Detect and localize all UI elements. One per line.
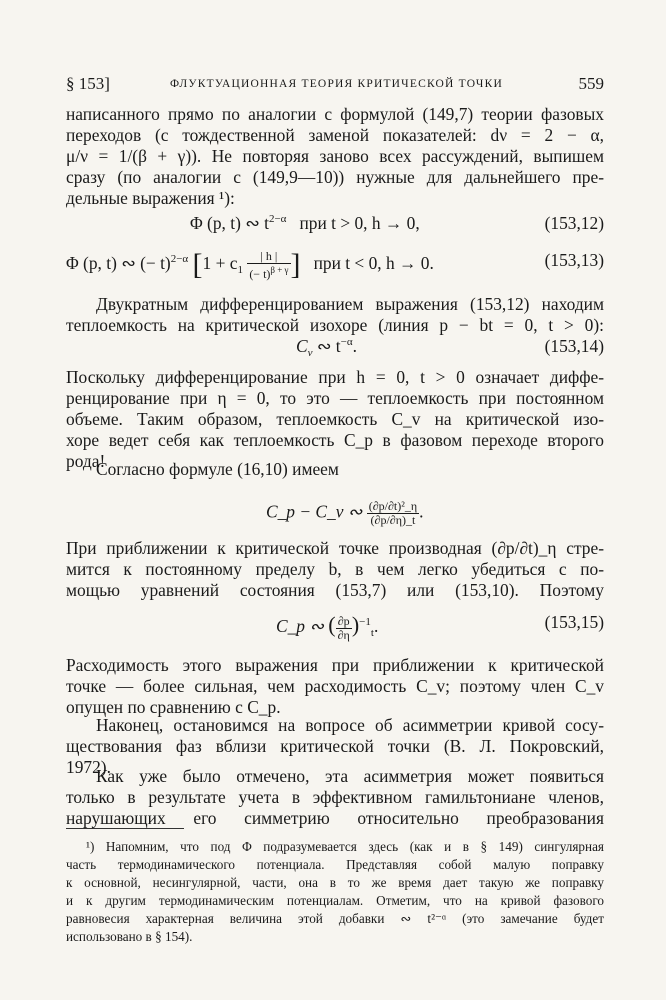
fraction-numerator: (∂p/∂t)²_η — [368, 499, 418, 513]
equation-number: (153,15) — [544, 612, 604, 632]
equation-16-10 — [266, 500, 423, 527]
page-header — [66, 74, 604, 96]
text-line: 1972). — [66, 757, 111, 777]
equation-153-12 — [190, 213, 420, 234]
fraction-numerator: | h | — [247, 250, 290, 264]
text-line: рода! — [66, 451, 106, 471]
eq-condition: при t < 0, h → 0. — [313, 253, 434, 273]
section-marker: § 153] — [66, 74, 110, 93]
eq-exponent: −1 — [359, 616, 371, 628]
eq-fraction — [247, 250, 290, 281]
eq-c-subscript: 1 — [237, 264, 243, 276]
right-paren: ) — [351, 612, 360, 637]
right-bracket: ] — [290, 248, 301, 281]
page-number: 559 — [578, 74, 604, 93]
text-line: сразу (по аналогии с (149,9—10)) нужные для дальнейшего пре- — [66, 167, 604, 187]
text-line: объеме. Таким образом, теплоемкость C_v на критической изо- — [66, 409, 604, 429]
text-line: μ/ν = 1/(β + γ)). Не повторяя заново всех рассуждений, выпишем — [66, 146, 604, 166]
eq-fraction — [367, 500, 419, 527]
text-line: ществования фаз вблизи критической точки (В. Л. Покровский, — [66, 736, 604, 756]
fraction-denominator — [247, 264, 290, 281]
equation-153-14 — [296, 336, 357, 359]
text-line: теплоемкость на критической изохоре (линия p − bt = 0, t > 0): — [66, 315, 604, 335]
text-line: Наконец, остановимся на вопросе об асимметрии кривой сосу- — [96, 715, 604, 735]
text-line: переходов (с тождественной заменой показателей: dν = 2 − α, — [66, 125, 604, 145]
equation-number: (153,14) — [544, 336, 604, 356]
text-line: При приближении к критической точке производная (∂p/∂t)_η стре- — [66, 538, 604, 558]
footnote-line: равновесия характерная величина этой добавки ∾ t²⁻ᵅ (это замечание будет — [66, 911, 604, 926]
text-line: Двукратным дифференцированием выражения (153,12) находим — [96, 294, 604, 314]
footnote-line: использовано в § 154). — [66, 929, 193, 944]
eq-tail: . — [352, 336, 357, 356]
text-line: Поскольку дифференцирование при h = 0, t > 0 означает диффе- — [66, 367, 604, 387]
text-line: Согласно формуле (16,10) имеем — [96, 459, 339, 479]
text-line: Как уже было отмечено, эта асимметрия может появиться — [96, 766, 604, 786]
eq-lhs: C_p − C_v ∾ — [266, 501, 363, 522]
eq-lhs-subscript: v — [307, 347, 313, 359]
fraction-denominator: ∂η — [337, 627, 350, 642]
text-line: хоре ведет себя как теплоемкость C_p в фазовом переходе второго — [66, 430, 604, 450]
text-line: мощью уравнений состояния (153,7) или (153,10). Поэтому — [66, 580, 604, 600]
eq-lhs: Φ (p, t) ∾ (− t) — [66, 253, 171, 273]
eq-rhs: ∾ t — [316, 336, 341, 356]
footnote-line: и к другим термодинамическим потенциалам. Отметим, что на кривой фазового — [66, 893, 604, 908]
text-line: ренцирование при η = 0, то это — теплоемкость при постоянном — [66, 388, 604, 408]
text-line: только в результате учета в эффективном гамильтониане членов, — [66, 787, 604, 807]
text-line: Расходимость этого выражения при приближении к критической — [66, 655, 604, 675]
eq-lhs: C_p ∾ — [276, 616, 324, 636]
eq-subscript: t — [370, 627, 374, 639]
footnote-rule — [66, 828, 184, 829]
fraction-numerator: ∂p — [336, 615, 352, 629]
text-line: написанного прямо по аналогии с формулой (149,7) теории фазовых — [66, 104, 604, 124]
eq-lhs: C — [296, 336, 308, 356]
eq-exponent: 2−α — [170, 253, 189, 265]
eq-tail: . — [419, 501, 424, 522]
eq-exponent: −α — [340, 336, 353, 348]
footnote-line: часть термодинамического потенциала. Представляя собой малую поправку — [66, 857, 604, 872]
eq-one-plus-c: 1 + c — [202, 253, 238, 273]
eq-fraction — [336, 615, 352, 642]
text-line: мится к постоянному пределу b, в чем легко убедиться с по- — [66, 559, 604, 579]
footnote-line: к основной, несингулярной, части, она в то же время дает такую же поправку — [66, 875, 604, 890]
left-bracket: [ — [192, 248, 203, 281]
fraction-denominator-base: (− t) — [249, 266, 271, 281]
equation-number: (153,12) — [544, 213, 604, 233]
equation-number: (153,13) — [544, 250, 604, 270]
eq-lhs: Φ (p, t) ∾ t — [190, 213, 269, 233]
text-line: нарушающих его симметрию относительно преобразования — [66, 808, 604, 828]
equation-153-13 — [66, 248, 434, 282]
eq-condition: при t > 0, h → 0, — [299, 213, 420, 233]
equation-153-15 — [276, 612, 378, 642]
eq-tail: . — [373, 616, 379, 636]
fraction-denominator-exponent: β + γ — [270, 264, 289, 275]
eq-exponent: 2−α — [268, 213, 287, 225]
text-line: дельные выражения ¹): — [66, 188, 235, 208]
text-line: опущен по сравнению с C_p. — [66, 697, 281, 717]
left-paren: ( — [328, 612, 336, 637]
running-title: ФЛУКТУАЦИОННАЯ ТЕОРИЯ КРИТИЧЕСКОЙ ТОЧКИ — [170, 78, 503, 90]
text-line: точке — более сильная, чем расходимость C_v; поэтому член C_v — [66, 676, 604, 696]
footnote-line: ¹) Напомним, что под Φ подразумевается здесь (как и в § 149) сингулярная — [86, 839, 604, 854]
fraction-denominator: (∂p/∂η)_t — [370, 513, 416, 527]
